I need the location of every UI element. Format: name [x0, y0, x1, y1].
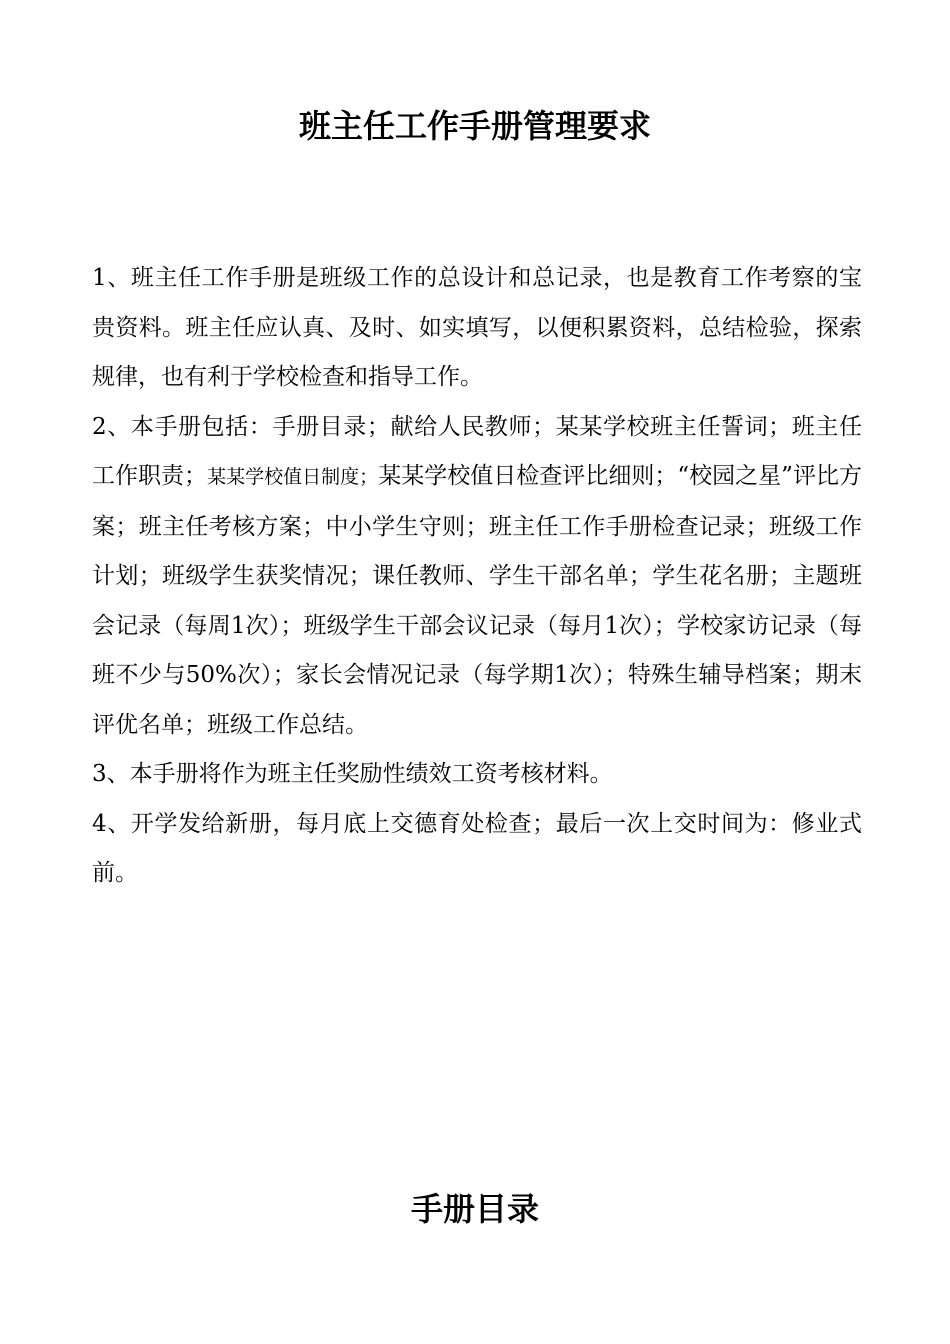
requirement-item-2-part1: 2、本手册包括：手册目录；献给人民教师；某某学校班主任誓词；班主任工作职责；: [92, 413, 862, 489]
page-title: 班主任工作手册管理要求: [298, 107, 651, 145]
requirement-item-2-part3: 某某学校值日检查评比细则；“校园之星”评比方案；班主任考核方案；中小学生守则；班主任工作手册检查记录；班级工作计划；班级学生获奖情况；课任教师、学生干部名单；学生花名册；主题班会记录（每周1次）；班级学生干部会议记录（每月1次）；学校家访记录（每班不少与50%次）；家长会情况记录（每学期1次）；特殊生辅导档案；期末评优名单；班级工作总结。: [92, 463, 862, 738]
requirement-item-4: 4、开学发给新册，每月底上交德育处检查；最后一次上交时间为：修业式前。: [92, 810, 862, 886]
section-title: 手册目录: [410, 1190, 539, 1228]
requirement-item-2: [92, 403, 862, 751]
requirement-item-3: 3、本手册将作为班主任奖励性绩效工资考核材料。: [92, 761, 613, 787]
requirement-item-1: 1、班主任工作手册是班级工作的总设计和总记录，也是教育工作考察的宝贵资料。班主任应认真、及时、如实填写，以便积累资料，总结检验，探索规律，也有利于学校检查和指导工作。: [92, 265, 862, 390]
requirements-body: [92, 254, 862, 899]
requirement-item-2-small-text: 某某学校值日制度；: [207, 466, 379, 488]
